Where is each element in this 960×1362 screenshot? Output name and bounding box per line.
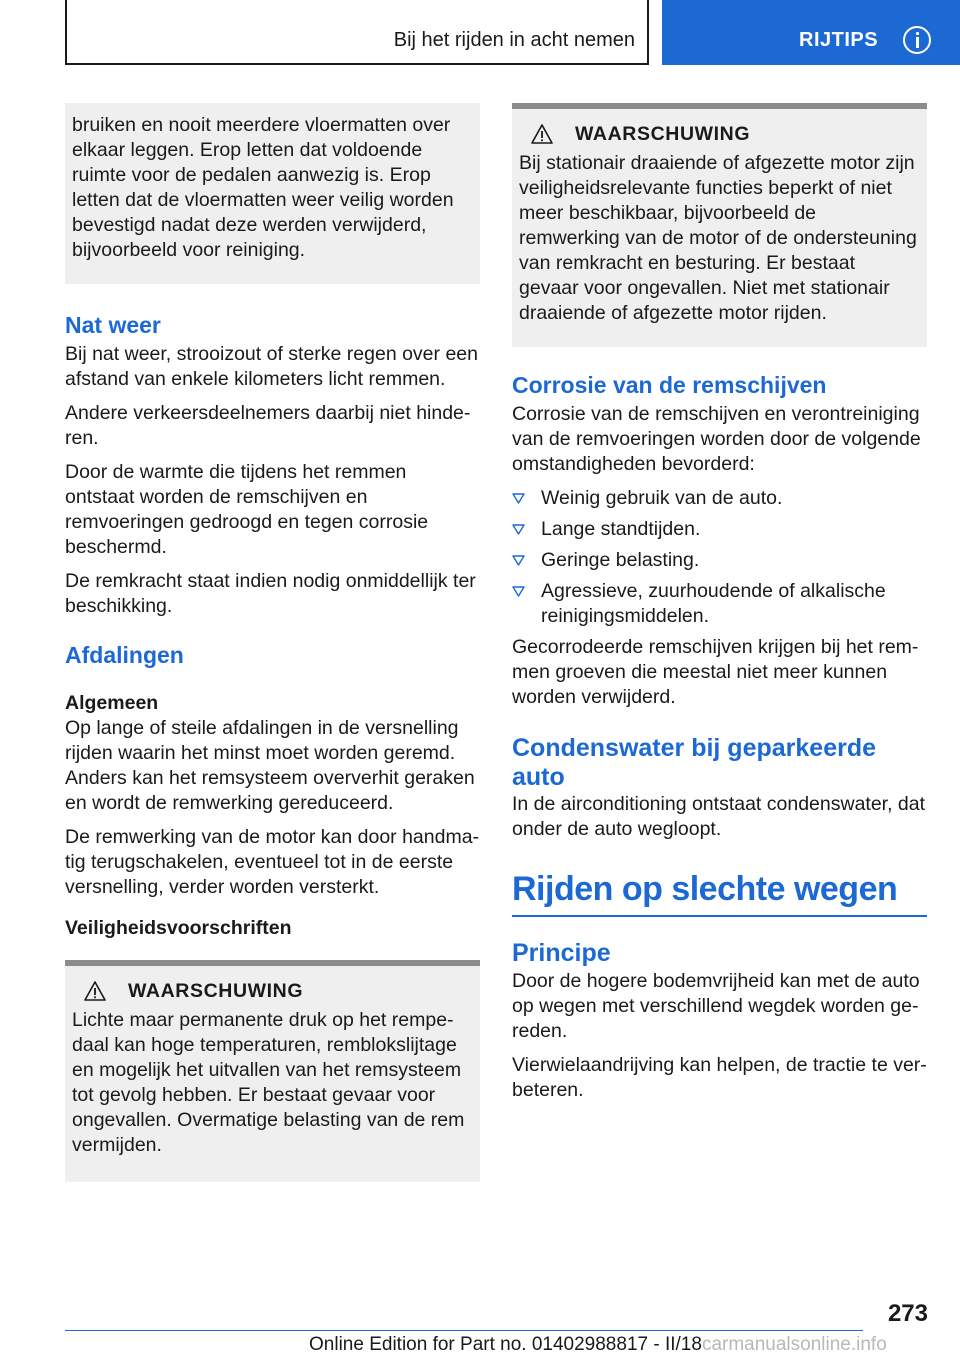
- warning-triangle-icon: [531, 124, 553, 144]
- left-column: [65, 103, 480, 1182]
- afdalingen-p1: Op lange of steile afdalingen in de versnelling rijden waarin het minst moet worden geremd. Anders kan het remsysteem oververhit geraken en wordt de remwerking gereduceerd.: [65, 717, 475, 814]
- warning-title: WAARSCHUWING: [575, 122, 751, 145]
- page-number: 273: [887, 1300, 928, 1327]
- chapter-title: Bij het rijden in acht nemen: [393, 29, 635, 51]
- corrosie-p2: Gecorrodeerde remschijven krijgen bij het remmen groeven die meestal niet meer kunnen worden verwijderd.: [512, 636, 919, 708]
- floor-mat-note-text: bruiken en nooit meerdere vloermatten over elkaar leggen. Erop letten dat voldoende ruimte voor de pedalen aanwezig is. Erop letten dat de vloermatten weer veilig worden bevestigd nadat deze werden verwijderd, bijvoorbeeld voor reiniging.: [72, 114, 454, 261]
- heading-corrosie: Corrosie van de remschijven: [512, 372, 827, 398]
- warning-triangle-icon: [84, 981, 106, 1001]
- triangle-bullet-icon: [512, 523, 525, 536]
- info-icon: [903, 26, 931, 54]
- warning-box-stationair: [512, 103, 927, 347]
- triangle-bullet-icon: [512, 554, 525, 567]
- list-item: Lange standtijden.: [512, 517, 927, 542]
- triangle-bullet-icon: [512, 585, 525, 598]
- subheading-veiligheidsvoorschriften: Veiligheidsvoorschriften: [65, 917, 292, 939]
- triangle-bullet-icon: [512, 492, 525, 505]
- principe-p1: Door de hogere bodemvrijheid kan met de auto op wegen met verschillend wegdek worden gereden.: [512, 970, 920, 1042]
- heading-nat-weer: Nat weer: [65, 312, 161, 338]
- warning-text: Bij stationair draaiende of afgezette motor zijn veiligheidsrelevante functies beperkt of niet meer beschikbaar, bijvoorbeeld de remwerking van de motor of de ondersteuning van remkracht en besturing. Er bestaat gevaar voor ongevallen. Niet met stationair draaiende of afgezette motor rijden.: [519, 152, 917, 324]
- footer-edition: [309, 1334, 887, 1356]
- watermark-text: carmanualsonline.info: [701, 1334, 887, 1355]
- list-item: Weinig gebruik van de auto.: [512, 486, 927, 511]
- floor-mat-note-box: [65, 103, 480, 284]
- list-item: Agressieve, zuurhoudende of alkalische reinigingsmiddelen.: [512, 579, 927, 629]
- warning-box-rempedaal: [65, 960, 480, 1182]
- corrosie-p1: Corrosie van de remschijven en verontreiniging van de remvoeringen worden door de volgende omstandigheden bevorderd:: [512, 403, 921, 475]
- heading-afdalingen: Afdalingen: [65, 642, 184, 668]
- nat-weer-p3: Door de warmte die tijdens het remmen ontstaat worden de remschijven en remvoeringen gedroogd en tegen corrosie beschermd.: [65, 461, 429, 558]
- nat-weer-p2: Andere verkeersdeelnemers daarbij niet hinderen.: [65, 402, 471, 449]
- heading-principe: Principe: [512, 939, 611, 967]
- heading-rijden-slechte-wegen: Rijden op slechte wegen: [512, 869, 927, 917]
- warning-header: [519, 121, 917, 147]
- nat-weer-p4: De remkracht staat indien nodig onmiddellijk ter beschikking.: [65, 570, 476, 617]
- header-chapter-tab: [65, 0, 649, 65]
- edition-text: Online Edition for Part no. 01402988817 - II/18: [309, 1334, 702, 1355]
- condens-p1: In de airconditioning ontstaat condenswater, dat onder de auto wegloopt.: [512, 793, 926, 840]
- nat-weer-p1: Bij nat weer, strooizout of sterke regen over een afstand van enkele kilometers licht remmen.: [65, 343, 478, 390]
- section-title: RIJTIPS: [799, 29, 879, 51]
- warning-title: WAARSCHUWING: [128, 979, 304, 1002]
- right-column: [512, 103, 927, 1112]
- header-section-tab: [662, 0, 960, 65]
- principe-p2: Vierwielaandrijving kan helpen, de tractie te verbeteren.: [512, 1054, 927, 1101]
- subheading-algemeen: Algemeen: [65, 692, 159, 714]
- heading-condenswater: Condenswater bij geparkeerde auto: [512, 734, 877, 791]
- list-item: Geringe belasting.: [512, 548, 927, 573]
- afdalingen-p2: De remwerking van de motor kan door handmatig terugschakelen, eventueel tot in de eerste versnelling, verder worden versterkt.: [65, 826, 480, 898]
- corrosie-list: [512, 486, 927, 629]
- footer-rule: [65, 1330, 863, 1331]
- warning-text: Lichte maar permanente druk op het rempedaal kan hoge temperaturen, remblokslijtage en mogelijk het uitvallen van het remsysteem tot gevolg hebben. Er bestaat gevaar voor ongevallen. Overmatige belasting van de rem vermijden.: [72, 1009, 465, 1156]
- warning-header: [72, 978, 470, 1004]
